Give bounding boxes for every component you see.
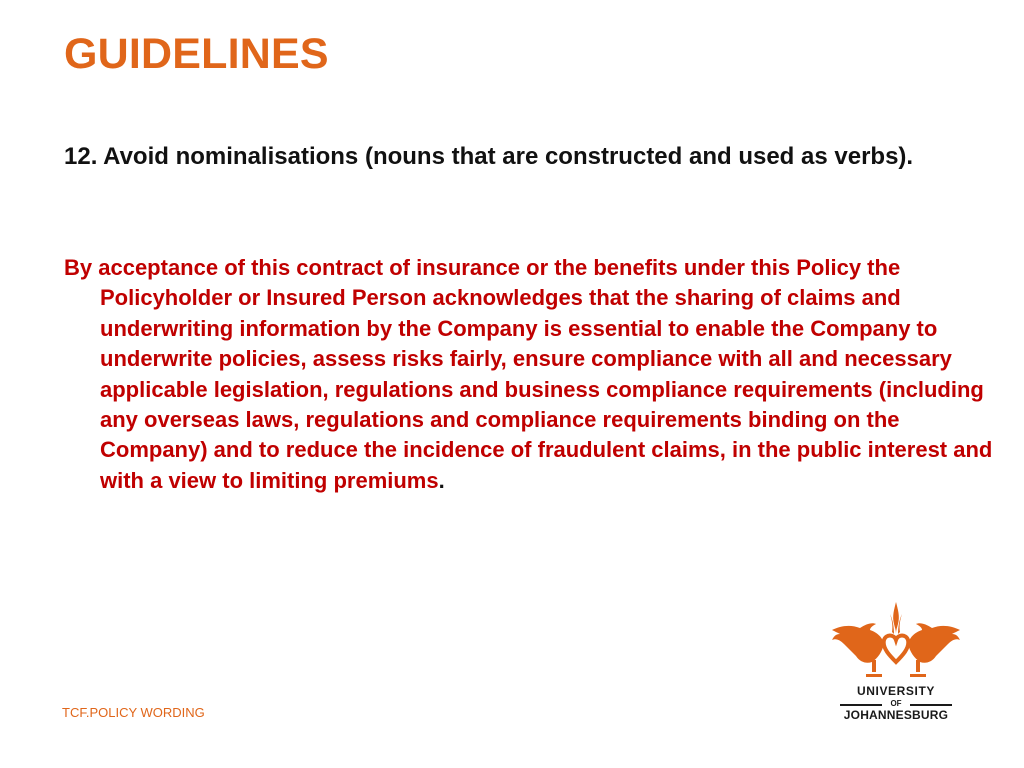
example-paragraph [64, 253, 1006, 496]
logo-rule-right [910, 704, 952, 706]
logo-johannesburg-text: JOHANNESBURG [843, 708, 949, 722]
university-logo [826, 600, 966, 728]
example-text: By acceptance of this contract of insurance or the benefits under this Policy the Policyholder or Insured Person acknowledges that the sharing of claims and underwriting information by the Company is essential to enable the Company to underwrite policies, assess risks fairly, ensure compliance with all and necessary applicable legislation, regulations and business compliance requirements (including any overseas laws, regulations and compliance requirements binding on the Company) and to reduce the incidence of fraudulent claims, in the public interest and with a view to limiting premiums [64, 255, 993, 493]
logo-of-text: OF [890, 699, 902, 708]
example-end-period: . [438, 467, 445, 493]
university-emblem-icon [826, 600, 966, 680]
footer-label: TCF.POLICY WORDING [62, 705, 205, 720]
guideline-point-text: 12. Avoid nominalisations (nouns that are constructed and used as verbs). [64, 143, 914, 170]
guideline-point [64, 142, 1000, 172]
slide-title: GUIDELINES [64, 30, 329, 78]
logo-university-text: UNIVERSITY [856, 684, 935, 698]
